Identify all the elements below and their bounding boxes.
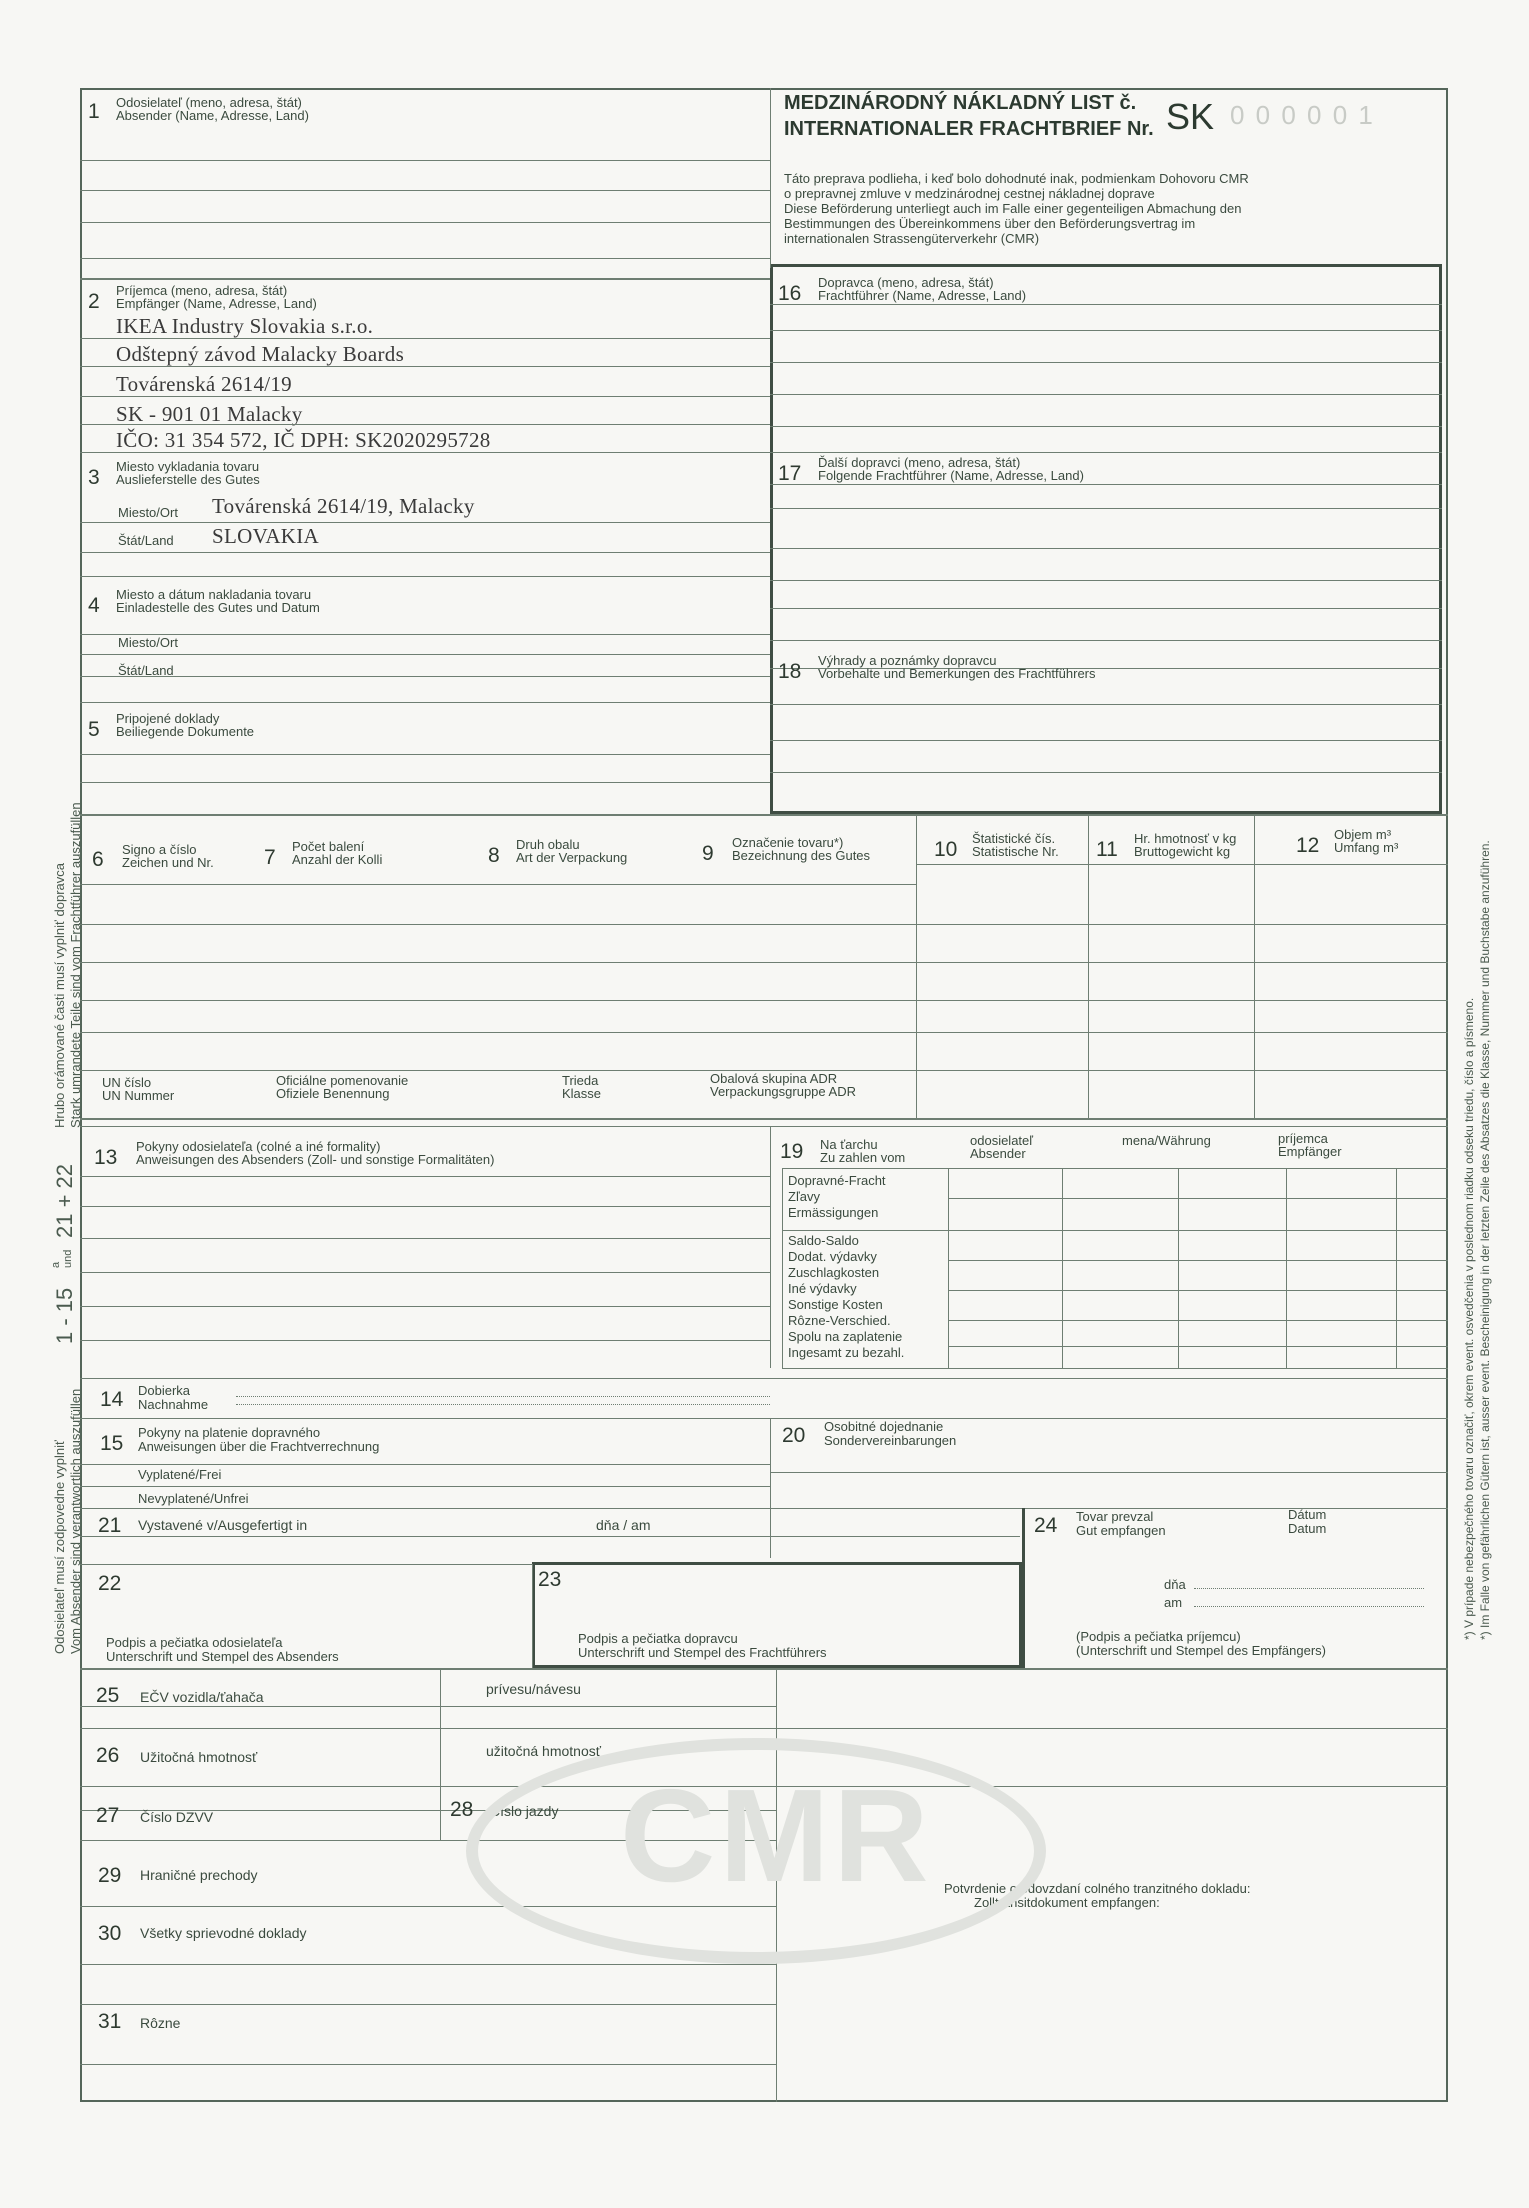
box-21-date-label: dňa / am xyxy=(596,1517,651,1533)
box-12-label-sk: Objem m³ xyxy=(1334,827,1392,842)
box-15-label-sk: Pokyny na platenie dopravného xyxy=(138,1425,321,1440)
box-6-label-de: Zeichen und Nr. xyxy=(122,855,214,870)
box-3-country-label: Štát/Land xyxy=(118,533,174,548)
box-2-number: 2 xyxy=(88,290,100,313)
left-margin-and-a: a xyxy=(50,1261,62,1268)
box-7-label-de: Anzahl der Kolli xyxy=(292,852,383,867)
box-12-label-de: Umfang m³ xyxy=(1334,840,1399,855)
box-23-label-de: Unterschrift und Stempel des Frachtführers xyxy=(578,1645,827,1660)
box-19-label-de: Zu zahlen vom xyxy=(820,1150,906,1165)
box-11-number: 11 xyxy=(1096,838,1118,861)
box-24-number: 24 xyxy=(1034,1514,1058,1537)
charge-extra-de: Zuschlagkosten xyxy=(788,1265,880,1280)
box-19-sender-de: Absender xyxy=(970,1146,1026,1161)
recipient-line-4[interactable]: SK - 901 01 Malacky xyxy=(116,402,303,426)
box-29-number: 29 xyxy=(98,1864,122,1887)
box-27-label: Číslo DZVV xyxy=(140,1809,214,1825)
charge-total-sk: Spolu na zaplatenie xyxy=(788,1329,903,1344)
box-19-label-sk: Na ťarchu xyxy=(820,1137,878,1152)
left-margin-and-und: und xyxy=(62,1249,74,1268)
box-1-number: 1 xyxy=(88,100,100,123)
adr-pack-sk: Obalová skupina ADR xyxy=(710,1071,838,1086)
box-13-label-sk: Pokyny odosielateľa (colné a iné formality) xyxy=(136,1139,381,1154)
cmr-notice-2: o prepravnej zmluve v medzinárodnej cestnej nákladnej doprave xyxy=(784,186,1155,201)
transit-confirm-sk: Potvrdenie o odovzdaní colného tranzitného dokladu: xyxy=(944,1881,1251,1896)
adr-un-sk: UN číslo xyxy=(102,1075,152,1090)
box-17-label-de: Folgende Frachtführer (Name, Adresse, Land) xyxy=(818,468,1084,483)
box-5-label-sk: Pripojené doklady xyxy=(116,711,220,726)
title-sk: MEDZINÁRODNÝ NÁKLADNÝ LIST č. xyxy=(784,92,1137,114)
box-6-label-sk: Signo a číslo xyxy=(122,842,197,857)
recipient-line-3[interactable]: Továrenská 2614/19 xyxy=(116,372,292,396)
adr-class-de: Klasse xyxy=(562,1086,602,1101)
box-16-label-sk: Dopravca (meno, adresa, štát) xyxy=(818,275,994,290)
transit-confirm-de: Zolltransitdokument empfangen: xyxy=(974,1895,1160,1910)
left-margin-line-4: Vom Absender sind verantwortlich auszufüllen xyxy=(68,1388,83,1654)
box-24-label-de: Gut empfangen xyxy=(1076,1523,1166,1538)
box-24-am-line[interactable] xyxy=(1194,1606,1424,1607)
cmr-notice-1: Táto preprava podlieha, i keď bolo dohodnuté inak, podmienkam Dohovoru CMR xyxy=(784,171,1249,186)
box-24-date-sk: Dátum xyxy=(1288,1507,1327,1522)
box-26-label: Užitočná hmotnosť xyxy=(140,1749,258,1765)
box-5-label-de: Beiliegende Dokumente xyxy=(116,724,255,739)
box-15-label-de: Anweisungen über die Frachtverrechnung xyxy=(138,1439,380,1454)
charge-misc: Rôzne-Verschied. xyxy=(788,1313,891,1328)
box-23-number: 23 xyxy=(538,1568,562,1591)
box-3-label-sk: Miesto vykladania tovaru xyxy=(116,459,260,474)
box-10-label-sk: Štatistické čís. xyxy=(972,831,1056,846)
box-19-currency: mena/Währung xyxy=(1122,1133,1211,1148)
box-15-unfrei: Nevyplatené/Unfrei xyxy=(138,1491,249,1506)
box-9-label-sk: Označenie tovaru*) xyxy=(732,835,844,850)
box-24-dna: dňa xyxy=(1164,1577,1186,1592)
box-14-number: 14 xyxy=(100,1388,124,1411)
box-13-label-de: Anweisungen des Absenders (Zoll- und sonstige Formalitäten) xyxy=(136,1152,495,1167)
box-24-dna-line[interactable] xyxy=(1194,1588,1424,1589)
left-margin-line-1: Hrubo orámované časti musí vyplniť dopravca xyxy=(52,863,67,1128)
box-21-label: Vystavené v/Ausgefertigt in xyxy=(138,1517,308,1533)
unload-country-value[interactable]: SLOVAKIA xyxy=(212,524,320,548)
box-24-date-de: Datum xyxy=(1288,1521,1327,1536)
country-code: SK xyxy=(1166,96,1215,137)
box-25-label: EČV vozidla/ťahača xyxy=(140,1689,264,1705)
box-17-number: 17 xyxy=(778,462,802,485)
box-4-number: 4 xyxy=(88,594,100,617)
box-15-number: 15 xyxy=(100,1432,124,1455)
left-margin-line-3: Odosielateľ musí zodpovedne vyplniť xyxy=(52,1440,67,1654)
box-18-number: 18 xyxy=(778,660,802,683)
adr-name-de: Ofiziele Benennung xyxy=(276,1086,390,1101)
box-12-number: 12 xyxy=(1296,834,1320,857)
box-4-country-label: Štát/Land xyxy=(118,663,174,678)
box-3-label-de: Auslieferstelle des Gutes xyxy=(116,472,260,487)
box-28-label: Číslo jazdy xyxy=(490,1803,559,1819)
cmr-notice-4: Bestimmungen des Übereinkommens über den Beförderungsvertrag im xyxy=(784,216,1196,231)
box-4-place-label: Miesto/Ort xyxy=(118,635,178,650)
box-26-number: 26 xyxy=(96,1744,120,1767)
unload-place-value[interactable]: Továrenská 2614/19, Malacky xyxy=(212,494,475,518)
serial-number: 0 0 0 0 0 1 xyxy=(1230,100,1375,130)
cmr-notice-3: Diese Beförderung unterliegt auch im Falle einer gegenteiligen Abmachung den xyxy=(784,201,1242,216)
box-18-label-de: Vorbehalte und Bemerkungen des Frachtführers xyxy=(818,666,1096,681)
title-de: INTERNATIONALER FRACHTBRIEF Nr. xyxy=(784,118,1154,140)
charge-discount-sk: Zľavy xyxy=(788,1189,820,1204)
left-margin-range: 1 - 15 xyxy=(52,1287,77,1344)
box-29-label: Hraničné prechody xyxy=(140,1867,258,1883)
recipient-line-5[interactable]: IČO: 31 354 572, IČ DPH: SK2020295728 xyxy=(116,428,491,452)
box-31-label: Rôzne xyxy=(140,2015,181,2031)
box-10-label-de: Statistische Nr. xyxy=(972,844,1059,859)
charge-freight: Dopravné-Fracht xyxy=(788,1173,886,1188)
box-23-label-sk: Podpis a pečiatka dopravcu xyxy=(578,1631,738,1646)
adr-name-sk: Oficiálne pomenovanie xyxy=(276,1073,409,1088)
adr-un-de: UN Nummer xyxy=(102,1088,175,1103)
box-1-label-de: Absender (Name, Adresse, Land) xyxy=(116,108,309,123)
box-5-number: 5 xyxy=(88,718,100,741)
box-25-number: 25 xyxy=(96,1684,120,1707)
adr-class-sk: Trieda xyxy=(562,1073,599,1088)
box-16-label-de: Frachtführer (Name, Adresse, Land) xyxy=(818,288,1027,303)
box-15-frei: Vyplatené/Frei xyxy=(138,1467,222,1482)
box-21-number: 21 xyxy=(98,1514,122,1537)
box-7-label-sk: Počet balení xyxy=(292,839,365,854)
box-14-label-de: Nachnahme xyxy=(138,1397,209,1412)
box-18-label-sk: Výhrady a poznámky dopravcu xyxy=(818,653,997,668)
box-26-label-2: užitočná hmotnosť xyxy=(486,1743,601,1759)
box-10-number: 10 xyxy=(934,838,958,861)
cmr-watermark-text: CMR xyxy=(620,1762,933,1909)
right-margin-line-1: *) V prípade nebezpečného tovaru označiť, okrem event. osvedčenia v poslednom riadku odseku triedu, číslo a písmeno. xyxy=(1462,997,1476,1640)
box-20-number: 20 xyxy=(782,1424,806,1447)
box-16-number: 16 xyxy=(778,282,802,305)
box-11-label-sk: Hr. hmotnosť v kg xyxy=(1134,831,1237,846)
box-22-label-de: Unterschrift und Stempel des Absenders xyxy=(106,1649,339,1664)
box-8-number: 8 xyxy=(488,844,500,867)
charge-other-sk: Iné výdavky xyxy=(788,1281,857,1296)
box-8-label-sk: Druh obalu xyxy=(516,837,580,852)
box-22-label-sk: Podpis a pečiatka odosielateľa xyxy=(106,1635,283,1650)
box-28-number: 28 xyxy=(450,1798,474,1821)
box-13-number: 13 xyxy=(94,1146,118,1169)
box-20-label-de: Sondervereinbarungen xyxy=(824,1433,957,1448)
box-30-number: 30 xyxy=(98,1922,122,1945)
box-17-label-sk: Ďalší dopravci (meno, adresa, štát) xyxy=(818,455,1021,470)
left-margin-range-2: 21 + 22 xyxy=(52,1163,77,1238)
box-22-number: 22 xyxy=(98,1572,122,1595)
box-20-label-sk: Osobitné dojednanie xyxy=(824,1419,944,1434)
charge-extra-sk: Dodat. výdavky xyxy=(788,1249,877,1264)
box-14-label-sk: Dobierka xyxy=(138,1383,191,1398)
box-24-label-sk: Tovar prevzal xyxy=(1076,1509,1154,1524)
box-19-number: 19 xyxy=(780,1140,804,1163)
left-margin-line-2: Stark umrandete Teile sind vom Frachtführer auszufüllen xyxy=(68,802,83,1128)
box-24-am: am xyxy=(1164,1595,1183,1610)
cmr-notice-5: internationalen Strassengüterverkehr (CMR) xyxy=(784,231,1040,246)
box-6-number: 6 xyxy=(92,848,104,871)
charge-other-de: Sonstige Kosten xyxy=(788,1297,883,1312)
charge-discount-de: Ermässigungen xyxy=(788,1205,879,1220)
charge-saldo: Saldo-Saldo xyxy=(788,1233,859,1248)
box-9-number: 9 xyxy=(702,842,714,865)
box-2-label-sk: Príjemca (meno, adresa, štát) xyxy=(116,283,288,298)
carrier-thick-frame xyxy=(770,264,1442,814)
box-31-number: 31 xyxy=(98,2010,122,2033)
box-11-label-de: Bruttogewicht kg xyxy=(1134,844,1231,859)
box-8-label-de: Art der Verpackung xyxy=(516,850,628,865)
box-4-label-sk: Miesto a dátum nakladania tovaru xyxy=(116,587,312,602)
box-7-number: 7 xyxy=(264,846,276,869)
box-25-label-2: prívesu/návesu xyxy=(486,1681,581,1697)
box-3-place-label: Miesto/Ort xyxy=(118,505,178,520)
charge-total-de: Ingesamt zu bezahl. xyxy=(788,1345,905,1360)
box-4-label-de: Einladestelle des Gutes und Datum xyxy=(116,600,320,615)
box-1-label-sk: Odosielateľ (meno, adresa, štát) xyxy=(116,95,302,110)
box-19-recv-sk: príjemca xyxy=(1278,1131,1328,1146)
box-24-sig-sk: (Podpis a pečiatka príjemcu) xyxy=(1076,1629,1241,1644)
box-2-label-de: Empfänger (Name, Adresse, Land) xyxy=(116,296,317,311)
right-margin-line-2: *) Im Falle von gefährlichen Gütern ist, ausser event. Bescheinigung in der letzten Zeile des Absatzes die Klasse, Nummer und Buchstabe anzuführen. xyxy=(1478,840,1492,1640)
recipient-line-1[interactable]: IKEA Industry Slovakia s.r.o. xyxy=(116,314,374,338)
box-19-recv-de: Empfänger xyxy=(1278,1144,1342,1159)
box-27-number: 27 xyxy=(96,1804,120,1827)
recipient-line-2[interactable]: Odštepný závod Malacky Boards xyxy=(116,342,405,366)
box-19-sender-sk: odosielateľ xyxy=(970,1133,1034,1148)
adr-pack-de: Verpackungsgruppe ADR xyxy=(710,1084,856,1099)
box-3-number: 3 xyxy=(88,466,100,489)
box-9-label-de: Bezeichnung des Gutes xyxy=(732,848,871,863)
box-24-sig-de: (Unterschrift und Stempel des Empfängers) xyxy=(1076,1643,1326,1658)
box-30-label: Všetky sprievodné doklady xyxy=(140,1925,307,1941)
